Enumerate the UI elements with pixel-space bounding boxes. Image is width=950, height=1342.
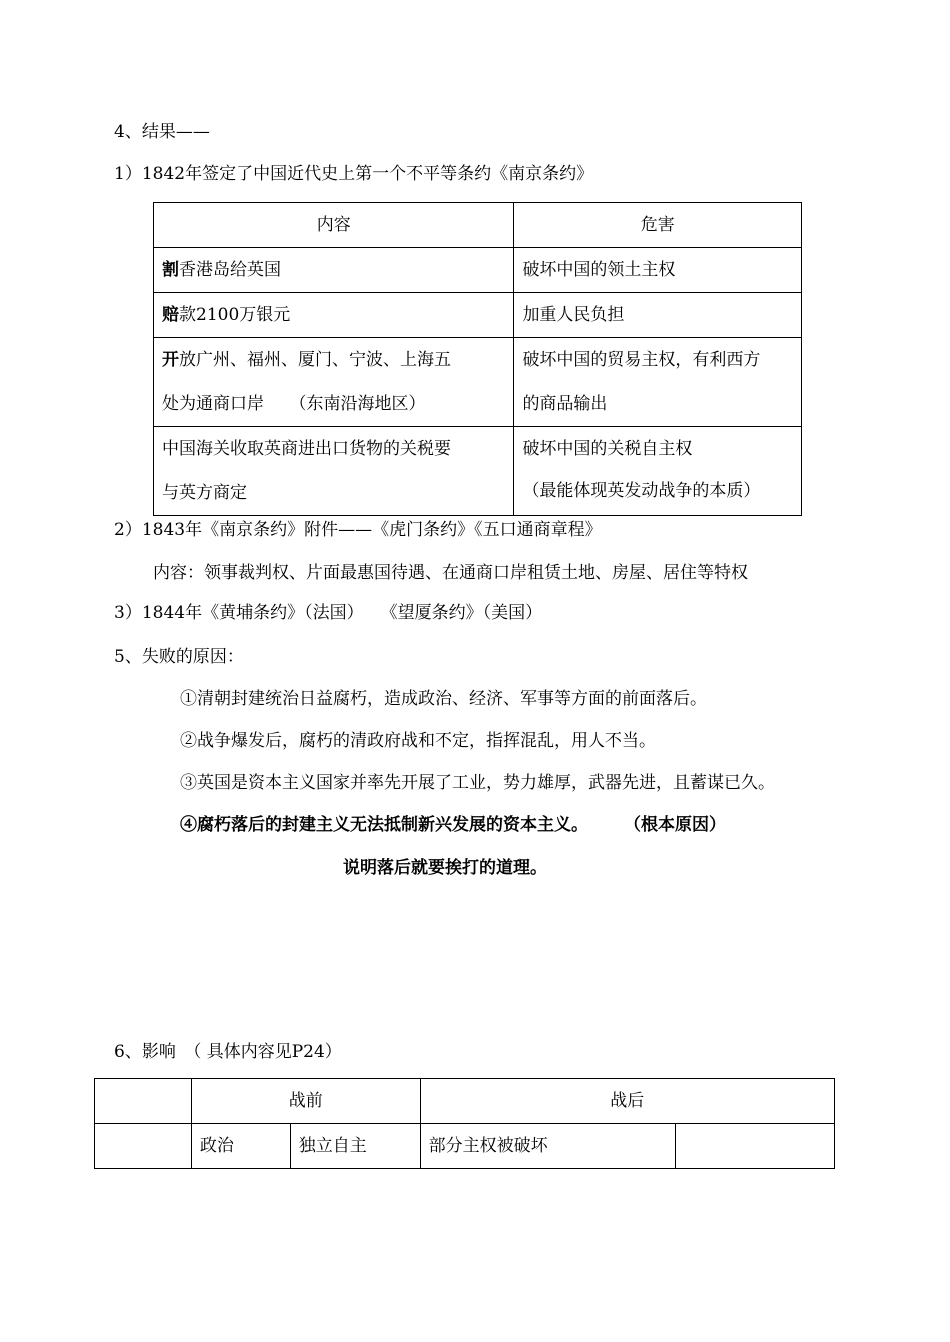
content-cell — [154, 427, 514, 516]
header-before: 战前 — [191, 1079, 420, 1124]
content-text-2: 与英方商定 — [162, 483, 247, 503]
content-cell — [154, 293, 514, 338]
reason-4-text: ④腐朽落后的封建主义无法抵制新兴发展的资本主义。 — [180, 815, 588, 835]
key-char: 割 — [162, 260, 179, 280]
header-content: 内容 — [154, 203, 514, 248]
header-after: 战后 — [420, 1079, 834, 1124]
harm-text-2: 的商品输出 — [522, 394, 608, 414]
conclusion: 说明落后就要挨打的道理。 — [343, 858, 547, 878]
section-6-title: 6、影响 （ 具体内容见P24） — [114, 1042, 342, 1062]
treaty-2-heading: 2）1843年《南京条约》附件——《虎门条约》《五口通商章程》 — [114, 520, 602, 540]
reason-2: ②战争爆发后，腐朽的清政府战和不定，指挥混乱，用人不当。 — [180, 731, 656, 751]
treaty-3-heading: 3）1844年《黄埔条约》（法国） 《望厦条约》（美国） — [114, 603, 543, 623]
empty-cell — [676, 1124, 835, 1169]
reason-3: ③英国是资本主义国家并率先开展了工业，势力雄厚，武器先进，且蓄谋已久。 — [180, 773, 775, 793]
table-header-row — [95, 1079, 835, 1124]
harm-text: 破坏中国的关税自主权 — [522, 439, 693, 459]
root-cause-note: （根本原因） — [624, 815, 726, 835]
empty-cell — [95, 1124, 192, 1169]
empty-cell — [95, 1079, 192, 1124]
reason-4 — [180, 813, 726, 837]
key-char: 开 — [162, 350, 179, 370]
table-row — [154, 338, 802, 427]
section-5-title: 5、失败的原因： — [114, 647, 244, 667]
table-row — [154, 427, 802, 516]
harm-cell: 加重人民负担 — [514, 293, 802, 338]
content-cell — [154, 338, 514, 427]
header-harm: 危害 — [514, 203, 802, 248]
reason-1: ①清朝封建统治日益腐朽，造成政治、经济、军事等方面的前面落后。 — [180, 689, 707, 709]
content-text: 中国海关收取英商进出口货物的关税要 — [162, 439, 451, 459]
treaty-1-heading: 1）1842年签定了中国近代史上第一个不平等条约《南京条约》 — [114, 164, 594, 184]
harm-text-2: （最能体现英发动战争的本质） — [522, 481, 761, 501]
content-text-2: 处为通商口岸 （东南沿海地区） — [162, 394, 426, 414]
table-row — [154, 293, 802, 338]
table-row — [95, 1124, 835, 1169]
harm-cell — [514, 427, 802, 516]
treaty-2-content: 内容：领事裁判权、片面最惠国待遇、在通商口岸租赁土地、房屋、居住等特权 — [153, 563, 748, 583]
harm-cell — [514, 338, 802, 427]
content-text: 款2100万银元 — [179, 305, 291, 325]
aspect-cell: 政治 — [191, 1124, 290, 1169]
content-text: 放广州、福州、厦门、宁波、上海五 — [179, 350, 451, 370]
table-header-row — [154, 203, 802, 248]
content-text: 香港岛给英国 — [179, 260, 281, 280]
content-cell — [154, 248, 514, 293]
section-4-title: 4、结果—— — [114, 122, 210, 142]
harm-cell: 破坏中国的领土主权 — [514, 248, 802, 293]
before-cell: 独立自主 — [290, 1124, 420, 1169]
after-cell: 部分主权被破坏 — [420, 1124, 676, 1169]
table-row — [154, 248, 802, 293]
nanjing-treaty-table — [153, 202, 802, 516]
key-char: 赔 — [162, 305, 179, 325]
impact-table — [94, 1078, 835, 1169]
harm-text: 破坏中国的贸易主权，有利西方 — [522, 350, 761, 370]
